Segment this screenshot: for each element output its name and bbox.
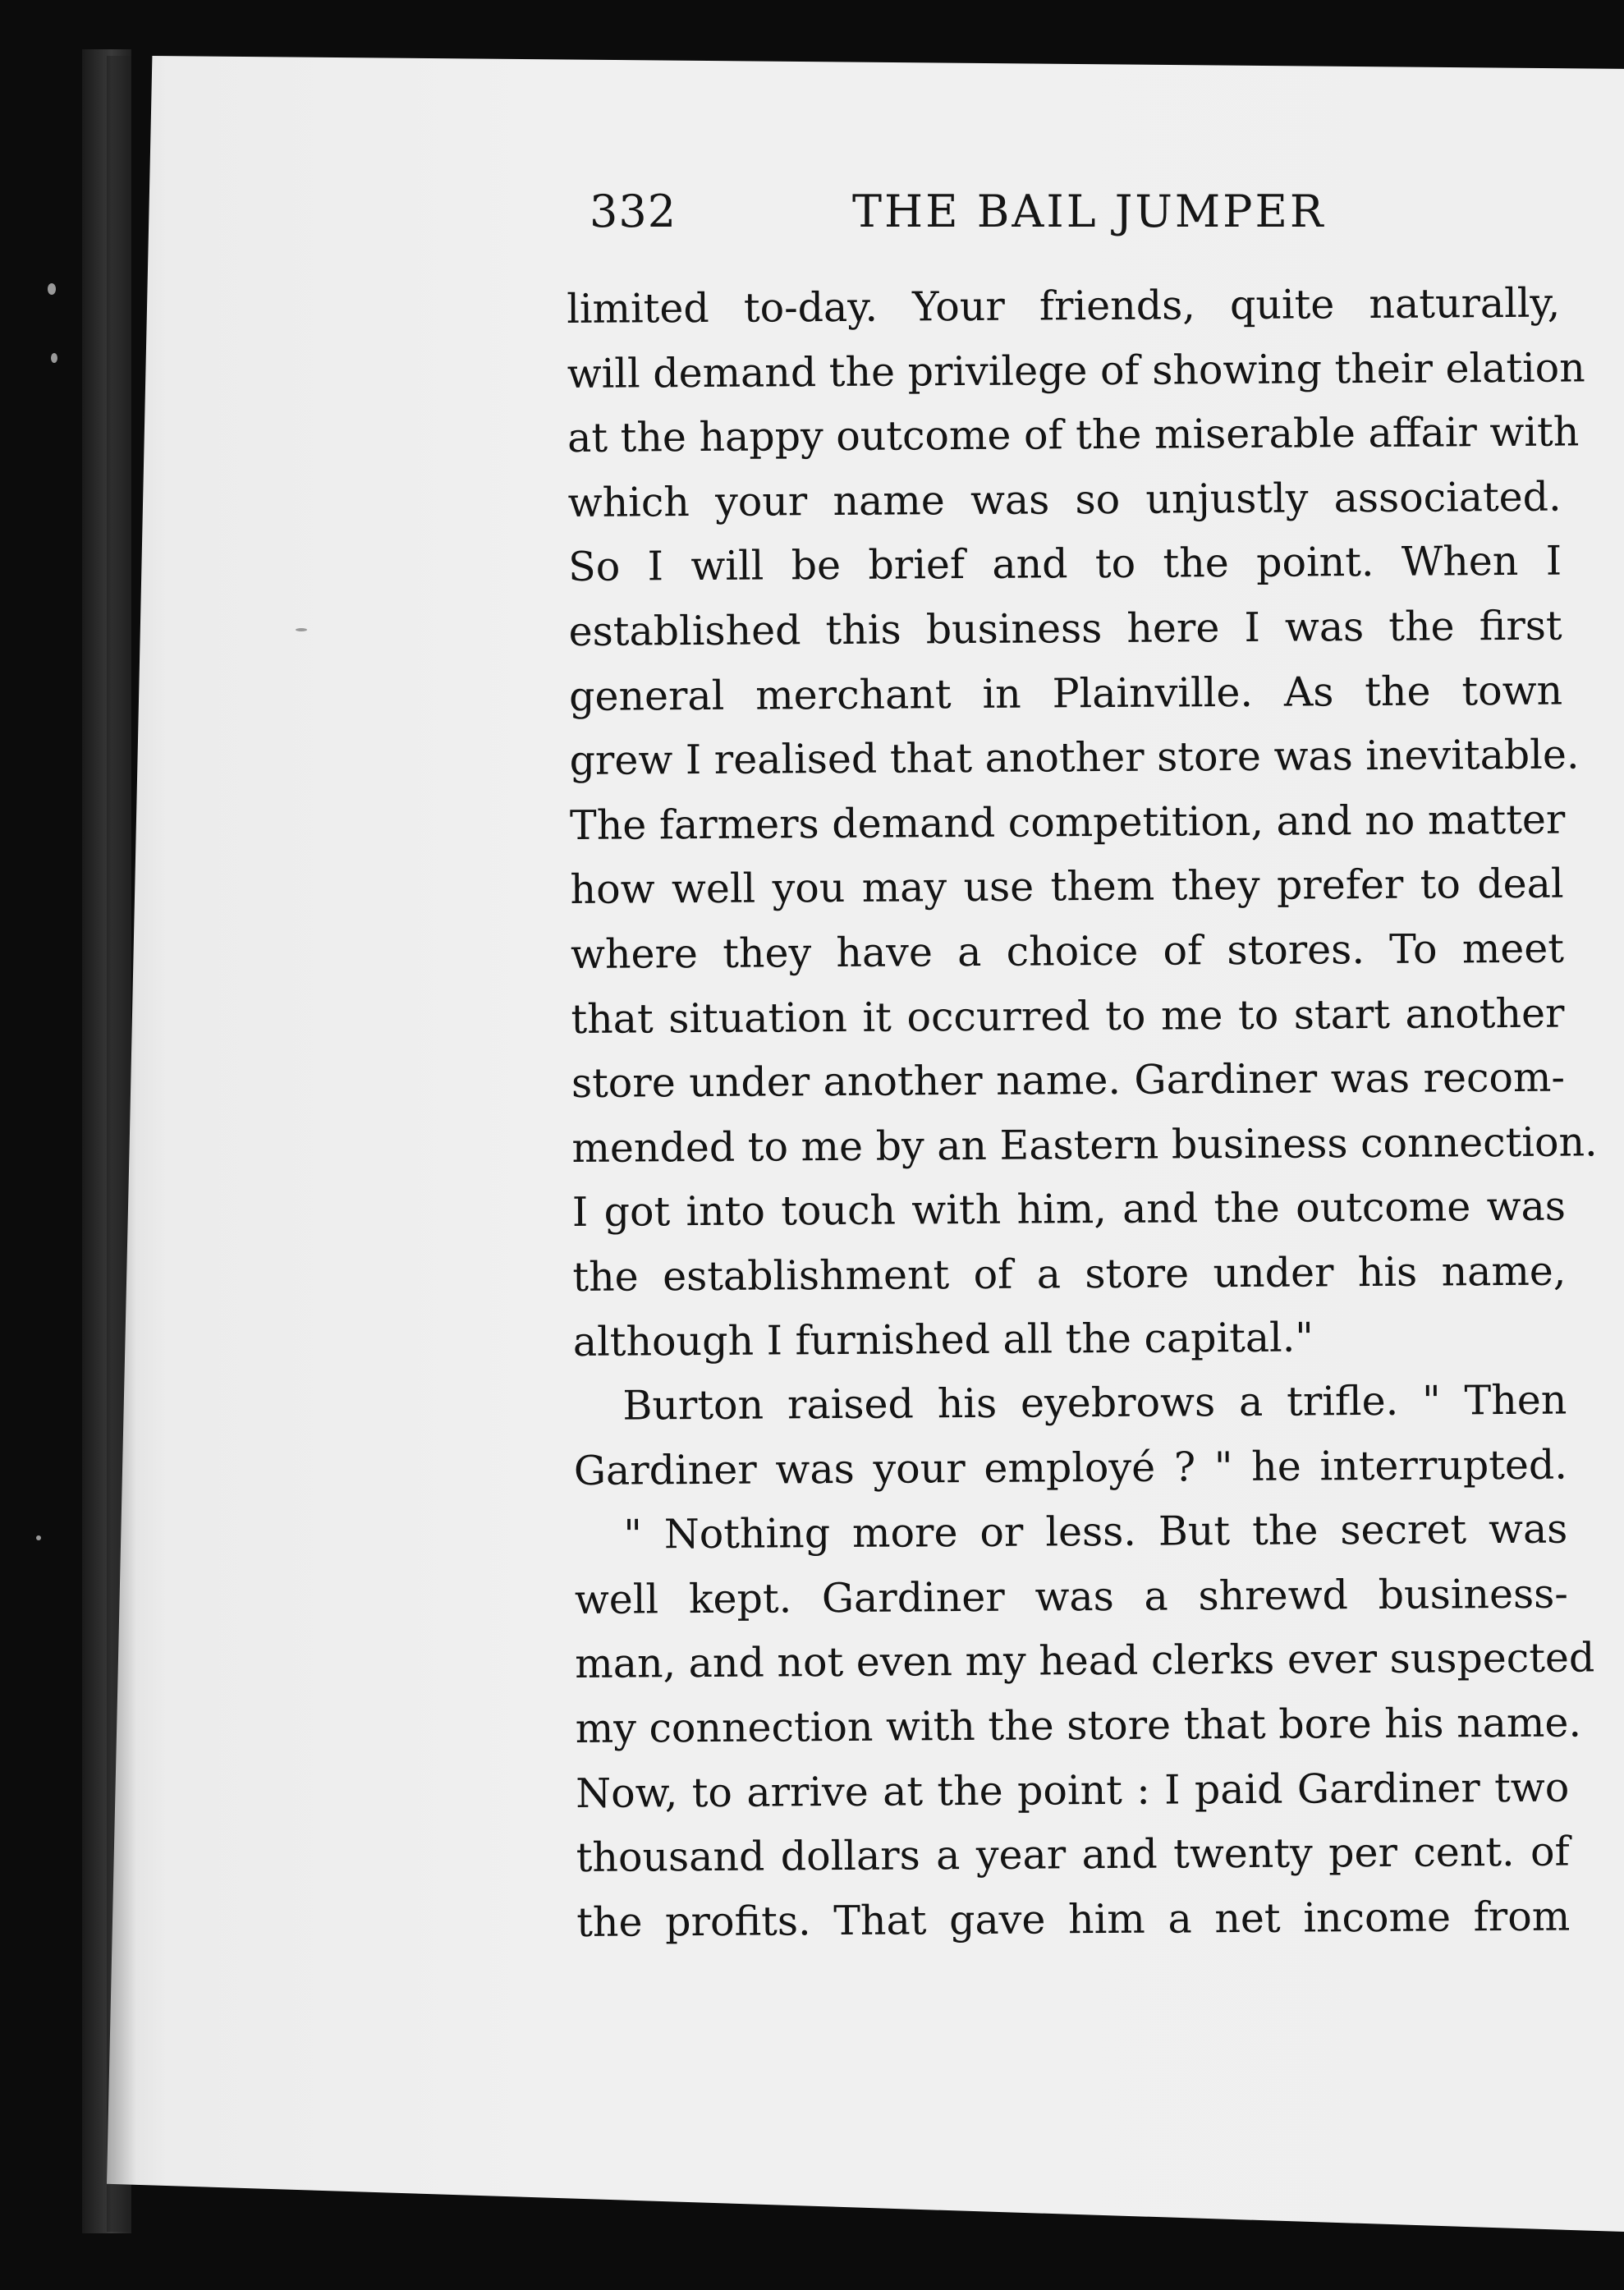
page-number: 332 [590,186,677,237]
text-line: limited to-day. Your friends, quite naturally, [567,279,1561,333]
text-line: will demand the privilege of showing their elation [567,344,1585,397]
text-line: my connection with the store that bore his name. [575,1699,1582,1753]
text-line: I got into touch with him, and the outcome was [571,1182,1567,1237]
text-line: Gardiner was your employé ? " he interrupted. [573,1441,1568,1494]
text-line: mended to me by an Eastern business connection. [571,1118,1598,1172]
text-line: Burton raised his eyebrows a trifle. " Then [622,1376,1567,1430]
margin-speck [296,628,307,631]
text-line: which your name was so unjustly associated. [567,473,1562,526]
text-line: how well you may use them they prefer to deal [570,860,1564,914]
text-line: well kept. Gardiner was a shrewd business- [574,1570,1568,1623]
text-line: general merchant in Plainville. As the town [568,667,1563,720]
text-line: at the happy outcome of the miserable affair with [567,408,1580,462]
text-line: Now, to arrive at the point : I paid Gardiner two [576,1764,1570,1817]
text-line: although I furnished all the capital." [572,1313,1314,1365]
body-text [567,272,1598,1956]
margin-speck [36,1535,41,1540]
page-header [590,186,1328,251]
text-line: " Nothing more or less. But the secret was [623,1505,1568,1558]
margin-speck [51,353,57,363]
text-line: established this business here I was the first [568,602,1562,655]
text-line: store under another name. Gardiner was recom- [571,1053,1566,1108]
text-line: thousand dollars a year and twenty per cent. of [576,1828,1570,1882]
text-line: grew I realised that another store was inevitable. [569,731,1580,785]
text-line: The farmers demand competition, and no matter [569,796,1566,849]
text-line: that situation it occurred to me to start another [571,989,1565,1043]
page-edge-shadow [107,56,136,2232]
running-head: THE BAIL JUMPER [852,186,1326,237]
text-line: the establishment of a store under his name, [572,1247,1567,1301]
text-line: So I will be brief and to the point. When I [567,537,1562,591]
text-line: the profits. That gave him a net income from [576,1893,1571,1946]
text-line: man, and not even my head clerks ever suspected [575,1634,1595,1688]
margin-speck [48,283,56,295]
text-line: where they have a choice of stores. To meet [570,925,1565,978]
